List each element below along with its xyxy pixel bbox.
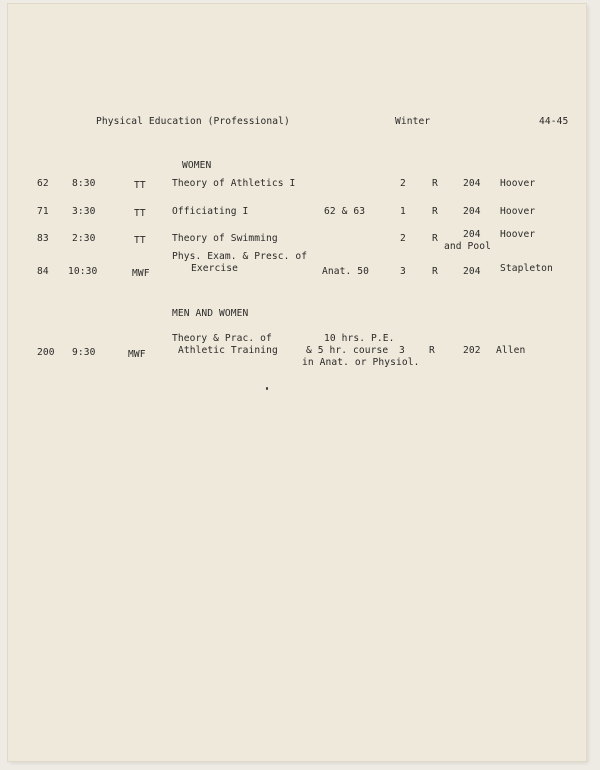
room: 204 [463,178,481,189]
prerequisite-cont: in Anat. or Physiol. [302,357,420,368]
course-title: Phys. Exam. & Presc. of [172,251,308,262]
prerequisite: 10 hrs. P.E. [324,333,395,344]
credit-hours: 3 [400,266,406,277]
room-extra: and Pool [444,241,492,252]
course-type: R [432,178,438,189]
course-number: 71 [37,206,49,217]
credit-hours: 3 [399,345,405,356]
class-days: MWF [128,349,146,360]
course-number: 83 [37,233,49,244]
course-type: R [432,233,438,244]
credit-hours: 2 [400,178,406,189]
course-number: 84 [37,266,49,277]
course-type: R [432,266,438,277]
section-heading-men-and-women: MEN AND WOMEN [172,308,249,319]
course-title: Theory of Athletics I [172,178,296,189]
prerequisite-cont: & 5 hr. course [306,345,389,356]
credit-hours: 1 [400,206,406,217]
course-type: R [432,206,438,217]
credit-hours: 2 [400,233,406,244]
instructor: Stapleton [500,263,553,274]
instructor: Hoover [500,229,536,240]
term-label: Winter [395,116,431,127]
instructor: Allen [496,345,526,356]
course-number: 62 [37,178,49,189]
course-title: Theory & Prac. of [172,333,272,344]
class-days: MWF [132,268,150,279]
class-days: TT [134,235,146,246]
class-time: 3:30 [72,206,96,217]
prerequisite: Anat. 50 [322,266,370,277]
section-heading-women: WOMEN [182,160,212,171]
course-title: Officiating I [172,206,249,217]
ink-mark [266,387,268,390]
class-days: TT [134,180,146,191]
course-title-cont: Athletic Training [178,345,278,356]
course-type: R [429,345,435,356]
room: 202 [463,345,481,356]
room: 204 [463,266,481,277]
instructor: Hoover [500,206,536,217]
class-time: 8:30 [72,178,96,189]
class-time: 10:30 [68,266,98,277]
course-number: 200 [37,347,55,358]
course-title-cont: Exercise [191,263,239,274]
class-time: 9:30 [72,347,96,358]
class-days: TT [134,208,146,219]
instructor: Hoover [500,178,536,189]
year-label: 44-45 [539,116,569,127]
room: 204 [463,206,481,217]
room: 204 [463,229,481,240]
course-title: Theory of Swimming [172,233,278,244]
document-page [8,4,586,761]
prerequisite: 62 & 63 [324,206,366,217]
class-time: 2:30 [72,233,96,244]
department-title: Physical Education (Professional) [96,116,290,127]
